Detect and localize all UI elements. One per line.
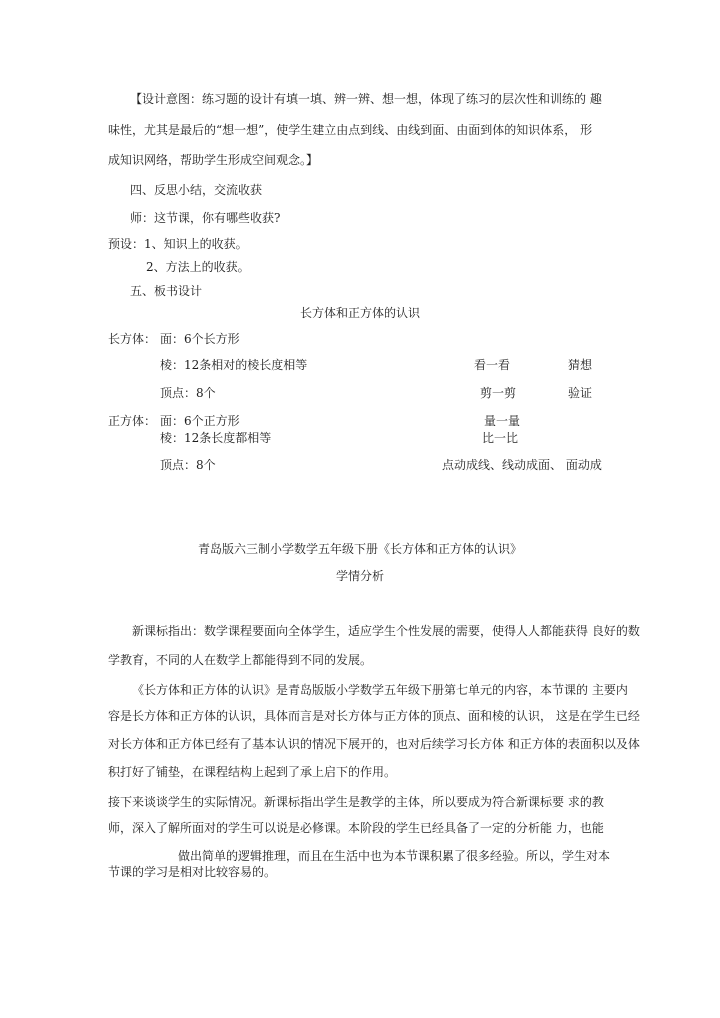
activity-guess: 猜想 bbox=[568, 358, 593, 372]
cube-face: 面：6个正方形 bbox=[160, 414, 240, 428]
paragraph-3-line-1: 接下来谈谈学生的实际情况。新课标指出学生是教学的主体，所以要成为符合新课标要 求的教 bbox=[108, 795, 604, 809]
cube-label: 正方体： bbox=[108, 414, 157, 428]
design-intent-line-2: 味性，尤其是最后的“想一想”，使学生建立由点到线、由线到面、由面到体的知识体系， 形 bbox=[108, 123, 593, 137]
teacher-question: 师：这节课，你有哪些收获? bbox=[130, 211, 281, 225]
activity-cut: 剪一剪 bbox=[480, 386, 517, 400]
cuboid-label: 长方体： bbox=[108, 332, 157, 346]
cube-vertex: 顶点：8个 bbox=[160, 458, 216, 472]
paragraph-3-line-3: 做出简单的逻辑推理，而且在生活中也为本节课积累了很多经验。所以，学生对本 bbox=[178, 849, 611, 863]
activity-measure: 量一量 bbox=[484, 414, 521, 428]
cuboid-vertex: 顶点：8个 bbox=[160, 386, 216, 400]
preset-item-1: 预设：1、知识上的收获。 bbox=[108, 237, 248, 251]
design-intent-line-1: 【设计意图：练习题的设计有填一填、辨一辨、想一想，体现了练习的层次性和训练的 趣 bbox=[130, 92, 602, 106]
analysis-title: 青岛版六三制小学数学五年级下册《长方体和正方体的认识》 bbox=[197, 542, 522, 556]
paragraph-2-line-4: 积打好了铺垫，在课程结构上起到了承上启下的作用。 bbox=[108, 765, 397, 779]
paragraph-2-line-3: 对长方体和正方体已经有了基本认识的情况下展开的，也对后续学习长方体 和正方体的表面积以及体 bbox=[108, 737, 640, 751]
activity-point-line-face: 点动成线、线动成面、 面动成 bbox=[442, 458, 602, 472]
activity-verify: 验证 bbox=[568, 386, 593, 400]
activity-compare: 比一比 bbox=[482, 431, 519, 445]
design-intent-line-3: 成知识网络，帮助学生形成空间观念。】 bbox=[108, 153, 319, 167]
paragraph-2-line-2: 容是长方体和正方体的认识，具体而言是对长方体与正方体的顶点、面和棱的认识， 这是在学生已经 bbox=[108, 709, 640, 723]
paragraph-1-line-1: 新课标指出：数学课程要面向全体学生，适应学生个性发展的需要，使得人人都能获得 良好的数 bbox=[132, 624, 640, 638]
preset-item-2: 2、方法上的收获。 bbox=[146, 260, 250, 274]
paragraph-3-line-2: 师，深入了解所面对的学生可以说是必修课。本阶段的学生已经具备了一定的分析能 力，也能 bbox=[108, 821, 604, 835]
paragraph-2-line-1: 《长方体和正方体的认识》是青岛版版小学数学五年级下册第七单元的内容，本节课的 主要内 bbox=[132, 683, 628, 697]
cuboid-edge: 棱：12条相对的棱长度相等 bbox=[160, 358, 308, 372]
board-title: 长方体和正方体的认识 bbox=[299, 306, 420, 320]
analysis-subtitle: 学情分析 bbox=[335, 569, 384, 583]
section-5-title: 五、板书设计 bbox=[130, 284, 203, 298]
cuboid-face: 面：6个长方形 bbox=[160, 332, 240, 346]
section-4-title: 四、反思小结，交流收获 bbox=[130, 183, 263, 197]
activity-look: 看一看 bbox=[474, 358, 511, 372]
cube-edge: 棱：12条长度都相等 bbox=[160, 431, 272, 445]
paragraph-3-line-4: 节课的学习是相对比较容易的。 bbox=[108, 865, 277, 879]
paragraph-1-line-2: 学教育，不同的人在数学上都能得到不同的发展。 bbox=[108, 653, 373, 667]
